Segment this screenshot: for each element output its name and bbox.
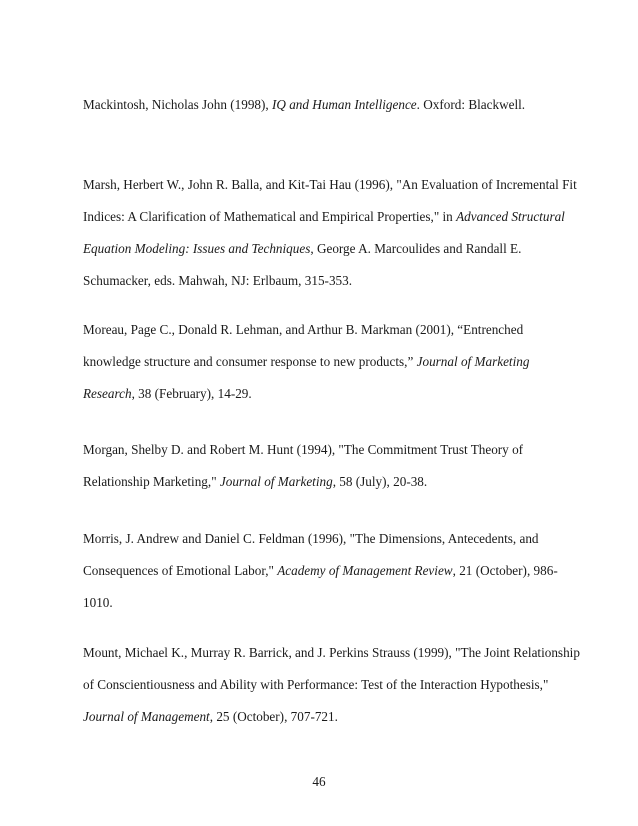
reference-text: , George A. Marcoulides and Randall E. — [310, 241, 522, 256]
reference-text: Schumacker, eds. Mahwah, NJ: Erlbaum, 315-353. — [83, 273, 353, 288]
reference-line — [83, 563, 558, 579]
reference-line — [83, 354, 529, 370]
reference-text: 1010. — [83, 595, 113, 610]
reference-text: Mount, Michael K., Murray R. Barrick, and J. Perkins Strauss (1999), "The Joint Relationship — [83, 645, 580, 660]
reference-text: Marsh, Herbert W., John R. Balla, and Kit-Tai Hau (1996), "An Evaluation of Incremental Fit — [83, 177, 577, 192]
reference-title-italic: Equation Modeling: Issues and Techniques — [83, 241, 311, 256]
reference-text: Indices: A Clarification of Mathematical and Empirical Properties," in — [83, 209, 457, 224]
reference-text: , 38 (February), 14-29. — [131, 386, 252, 401]
reference-line — [83, 241, 521, 257]
reference-text: Morris, J. Andrew and Daniel C. Feldman (1996), "The Dimensions, Antecedents, and — [83, 531, 539, 546]
reference-title-italic: Journal of Management — [83, 709, 210, 724]
reference-text: of Conscientiousness and Ability with Performance: Test of the Interaction Hypothesis," — [83, 677, 549, 692]
reference-text: Consequences of Emotional Labor," — [83, 563, 278, 578]
reference-text: , 21 (October), 986- — [452, 563, 558, 578]
page-number: 46 — [312, 774, 326, 789]
reference-text: Mackintosh, Nicholas John (1998), — [83, 97, 272, 112]
reference-text: . Oxford: Blackwell. — [416, 97, 526, 112]
reference-line — [83, 273, 352, 289]
reference-line — [83, 645, 580, 661]
reference-text: Relationship Marketing," — [83, 474, 220, 489]
reference-title-italic: Research — [83, 386, 132, 401]
reference-title-italic: Journal of Marketing — [219, 474, 333, 489]
reference-title-italic: Advanced Structural — [456, 209, 565, 224]
reference-line — [83, 709, 338, 725]
reference-text: , 58 (July), 20-38. — [332, 474, 428, 489]
reference-line — [83, 595, 113, 611]
reference-text: , 25 (October), 707-721. — [209, 709, 338, 724]
reference-line — [83, 209, 565, 225]
reference-line — [83, 474, 427, 490]
reference-text: Moreau, Page C., Donald R. Lehman, and Arthur B. Markman (2001), “Entrenched — [83, 322, 524, 337]
reference-text: Morgan, Shelby D. and Robert M. Hunt (1994), "The Commitment Trust Theory of — [83, 442, 524, 457]
reference-title-italic: IQ and Human Intelligence — [272, 97, 417, 112]
reference-line — [83, 442, 523, 458]
reference-line — [83, 322, 523, 338]
reference-line — [83, 177, 577, 193]
reference-line — [83, 386, 252, 402]
reference-line — [83, 97, 525, 113]
reference-line — [83, 677, 548, 693]
reference-line — [83, 531, 539, 547]
reference-text: knowledge structure and consumer response to new products,” — [83, 354, 417, 369]
reference-title-italic: Academy of Management Review — [277, 563, 453, 578]
reference-title-italic: Journal of Marketing — [416, 354, 530, 369]
